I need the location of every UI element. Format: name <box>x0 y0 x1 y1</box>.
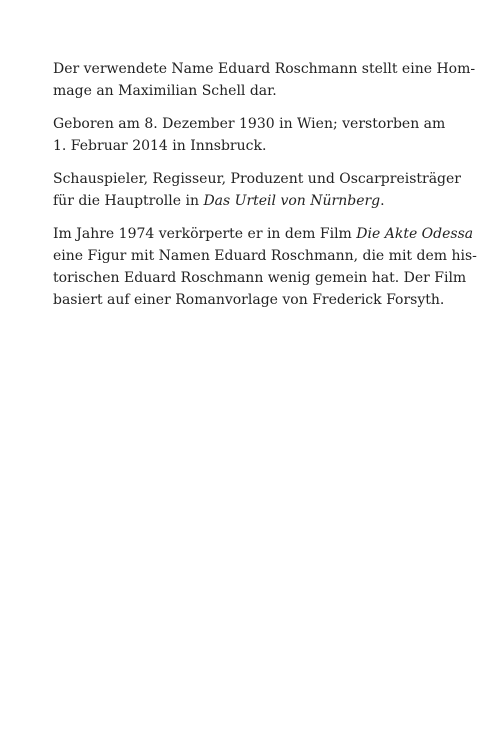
paragraph-career <box>53 168 461 212</box>
text-run: Im Jahre 1974 verkörperte er in dem Film <box>53 226 357 242</box>
text-line <box>53 267 467 289</box>
paragraph-birth-death <box>53 113 446 157</box>
text-run: . <box>380 193 385 209</box>
text-run: eine Figur mit Namen Eduard Roschmann, die mit dem his- <box>53 248 477 264</box>
text-line <box>53 190 386 212</box>
text-line <box>53 245 477 267</box>
text-run: torischen Eduard Roschmann wenig gemein hat. Der Film <box>53 270 467 286</box>
paragraph-name-tribute <box>53 58 476 102</box>
text-line <box>53 80 386 102</box>
text-run: Der verwendete Name Eduard Roschmann stellt eine Hom- <box>53 61 476 77</box>
text-line <box>53 223 474 245</box>
text-run: Schauspieler, Regisseur, Produzent und Oscarpreisträger <box>53 171 461 187</box>
film-title-italic: Die Akte Odessa <box>356 226 474 242</box>
text-run: mage an Maximilian Schell dar. <box>53 83 277 99</box>
text-line <box>53 113 446 135</box>
text-run: basiert auf einer Romanvorlage von Frederick Forsyth. <box>53 292 445 308</box>
text-line <box>53 289 445 311</box>
paragraph-odessa-film <box>53 223 477 311</box>
text-run: Geboren am 8. Dezember 1930 in Wien; verstorben am <box>53 116 446 132</box>
text-line <box>53 135 386 157</box>
film-title-italic: Das Urteil von Nürnberg <box>203 193 381 209</box>
body-text <box>53 58 477 322</box>
text-run: für die Hauptrolle in <box>53 193 204 209</box>
text-run: 1. Februar 2014 in Innsbruck. <box>53 138 267 154</box>
text-line <box>53 58 476 80</box>
text-line <box>53 168 461 190</box>
